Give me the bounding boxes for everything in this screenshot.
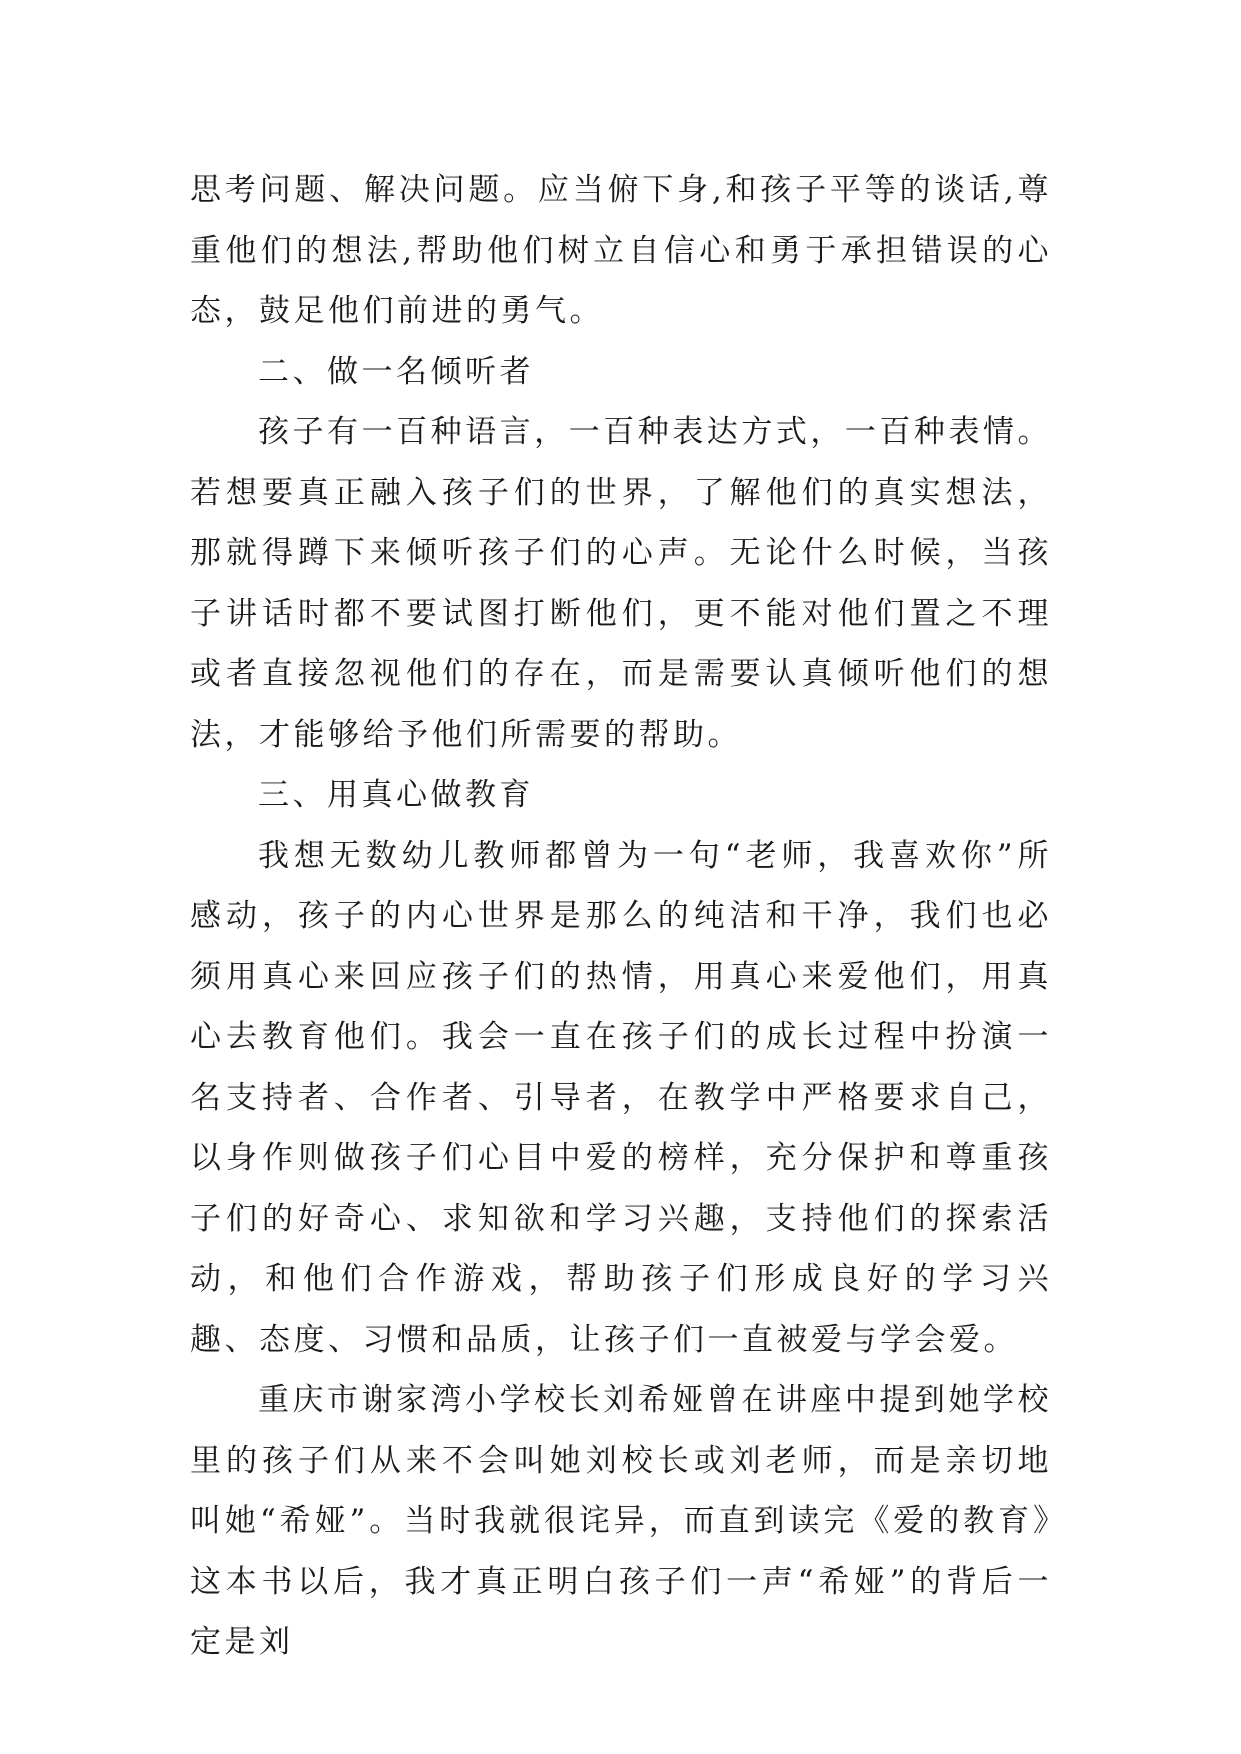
paragraph-continuation: 思考问题、解决问题。应当俯下身,和孩子平等的谈话,尊重他们的想法,帮助他们树立自信心和勇于承担错误的心态，鼓足他们前进的勇气。 bbox=[190, 172, 1052, 329]
document-page bbox=[190, 160, 1052, 1673]
paragraph-sincerity: 我想无数幼儿教师都曾为一句“老师，我喜欢你”所感动，孩子的内心世界是那么的纯洁和干净，我们也必须用真心来回应孩子们的热情，用真心来爱他们，用真心去教育他们。我会一直在孩子们的成长过程中扮演一名支持者、合作者、引导者，在教学中严格要求自己，以身作则做孩子们心目中爱的榜样，充分保护和尊重孩子们的好奇心、求知欲和学习兴趣，支持他们的探索活动，和他们合作游戏，帮助孩子们形成良好的学习兴趣、态度、习惯和品质，让孩子们一直被爱与学会爱。 bbox=[190, 837, 1052, 1358]
section-heading-sincerity: 三、用真心做教育 bbox=[258, 777, 534, 813]
paragraph-listening: 孩子有一百种语言，一百种表达方式，一百种表情。若想要真正融入孩子们的世界，了解他们的真实想法，那就得蹲下来倾听孩子们的心声。无论什么时候，当孩子讲话时都不要试图打断他们，更不能对他们置之不理或者直接忽视他们的存在，而是需要认真倾听他们的想法，才能够给予他们所需要的帮助。 bbox=[190, 414, 1052, 753]
section-heading-listener: 二、做一名倾听者 bbox=[258, 353, 534, 390]
paragraph-principal-story: 重庆市谢家湾小学校长刘希娅曾在讲座中提到她学校里的孩子们从来不会叫她刘校长或刘老师，而是亲切地叫她“希娅”。当时我就很诧异，而直到读完《爱的教育》这本书以后，我才真正明白孩子们一声“希娅”的背后一定是刘 bbox=[190, 1382, 1052, 1660]
